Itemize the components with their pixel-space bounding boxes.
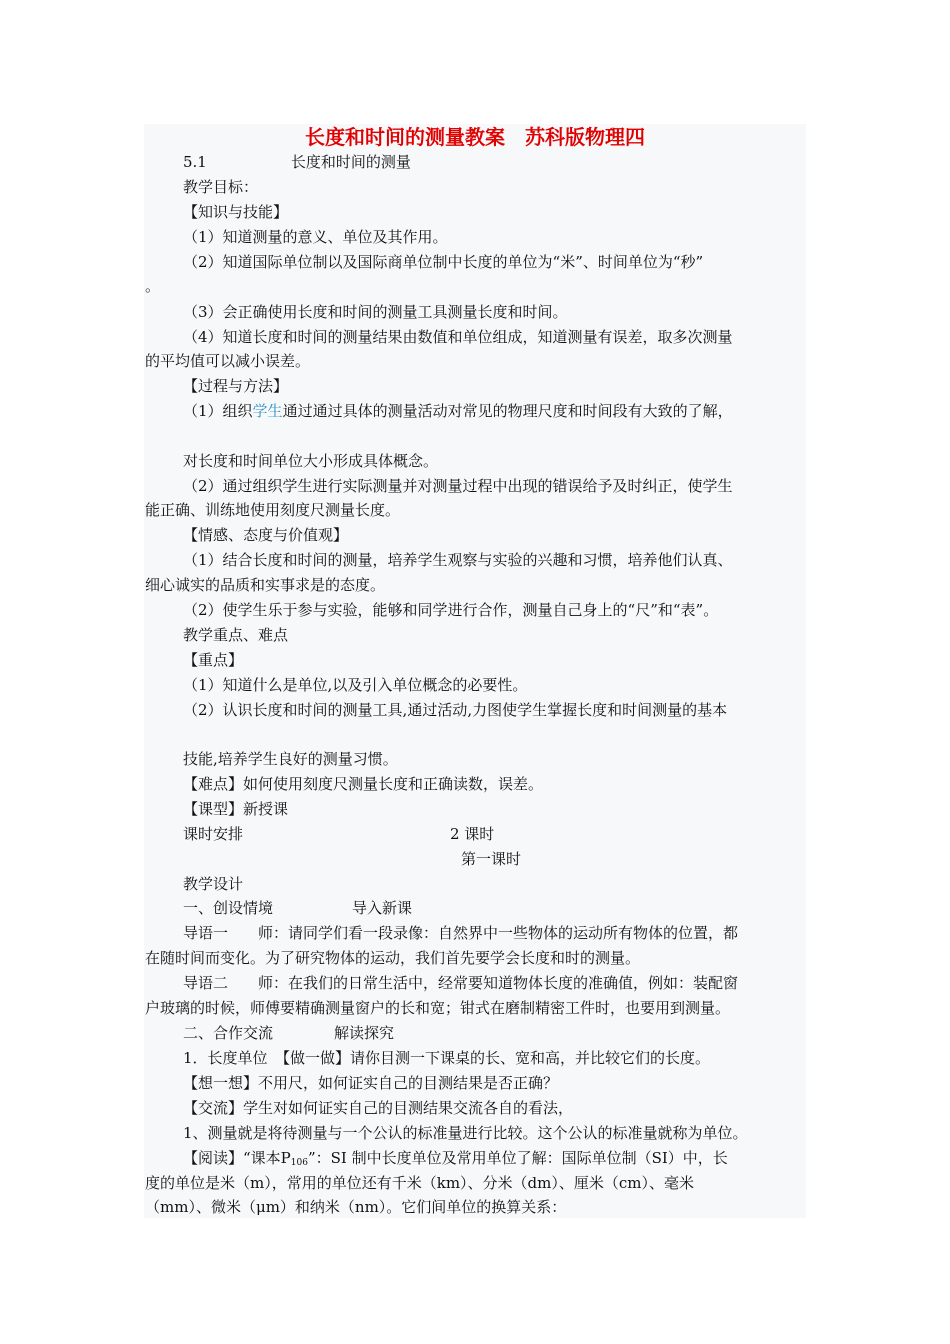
text-line: 1．长度单位 【做一做】请你目测一下课桌的长、宽和高，并比较它们的长度。 [183,1049,711,1067]
text-line: （1）知道什么是单位,以及引入单位概念的必要性。 [183,676,528,694]
text-line: 2 课时 [450,825,495,843]
text-line: （2）使学生乐于参与实验，能够和同学进行合作，测量自己身上的“尺”和“表”。 [183,601,719,619]
text-line: 【想一想】不用尺，如何证实自己的目测结果是否正确？ [183,1074,559,1092]
document-title [0,124,950,150]
text-line: 【阅读】“课本$P_{106}$”：SI 制中长度单位及常用单位了解：国际单位制（SI）中，长 [183,1149,728,1168]
text-line: 【情感、态度与价值观】 [183,526,349,544]
title-part-2: 苏科版物理四 [525,125,645,149]
text-line: 教学设计 [183,875,244,893]
text-line: 第一课时 [461,850,522,868]
text-line: 细心诚实的品质和实事求是的态度。 [145,576,386,594]
student-link[interactable]: 学生 [252,402,283,420]
title-part-1: 长度和时间的测量教案 [305,125,505,149]
text-line: 导入新课 [352,899,413,917]
text-line: 教学目标： [183,178,259,196]
text-line: 1、测量就是将待测量与一个公认的标准量进行比较。这个公认的标准量就称为单位。 [183,1124,748,1142]
text-line: 【交流】学生对如何证实自己的目测结果交流各自的看法， [183,1099,574,1117]
text-line: 【过程与方法】 [183,377,289,395]
text-line: （1）结合长度和时间的测量，培养学生观察与实验的兴趣和习惯，培养他们认真、 [183,551,733,569]
text-line: 的平均值可以减小误差。 [145,352,311,370]
text-line: 户玻璃的时候，师傅要精确测量窗户的长和宽；钳式在磨制精密工件时，也要用到测量。 [145,999,731,1017]
text-line: （mm）、微米（μm）和纳米（nm）。它们间单位的换算关系： [145,1198,567,1216]
section-heading [183,152,411,172]
text-line: 导语一 师：请同学们看一段录像：自然界中一些物体的运动所有物体的位置，都 [183,924,739,942]
text-line: （2）知道国际单位制以及国际商单位制中长度的单位为“米”、时间单位为“秒” [183,253,704,271]
text-line: 能正确、训练地使用刻度尺测量长度。 [145,501,401,519]
text-line: （2）认识长度和时间的测量工具,通过活动,力图使学生掌握长度和时间测量的基本 [183,701,728,719]
text-line: 对长度和时间单位大小形成具体概念。 [183,452,439,470]
text-line: 【重点】 [183,651,244,669]
text-line: （2）通过组织学生进行实际测量并对测量过程中出现的错误给予及时纠正，使学生 [183,477,733,495]
text-line: （3）会正确使用长度和时间的测量工具测量长度和时间。 [183,303,568,321]
text-line: 导语二 师：在我们的日常生活中，经常要知道物体长度的准确值，例如：装配窗 [183,974,739,992]
text-line: 课时安排 [183,825,244,843]
text-line: 在随时间而变化。为了研究物体的运动，我们首先要学会长度和时的测量。 [145,949,641,967]
text-line: （1）知道测量的意义、单位及其作用。 [183,228,448,246]
text-line: （1）组织学生通过通过具体的测量活动对常见的物理尺度和时间段有大致的了解， [183,402,733,420]
section-title: 长度和时间的测量 [290,153,411,171]
text-line: 。 [145,277,161,295]
page-subscript: 106 [290,1158,308,1168]
text-line: 度的单位是米（m），常用的单位还有千米（km）、分米（dm）、厘米（cm）、毫米 [145,1174,694,1192]
text-line: 二、合作交流 [183,1024,274,1042]
text-line: 技能,培养学生良好的测量习惯。 [183,750,398,768]
section-number: 5.1 [183,153,207,171]
text-line: 一、创设情境 [183,899,274,917]
text-line: 【难点】如何使用刻度尺测量长度和正确读数，误差。 [183,775,544,793]
text-line: 教学重点、难点 [183,626,289,644]
text-line: （4）知道长度和时间的测量结果由数值和单位组成，知道测量有误差，取多次测量 [183,328,733,346]
text-line: 【知识与技能】 [183,203,289,221]
text-line: 【课型】新授课 [183,800,289,818]
text-line: 解读探究 [334,1024,395,1042]
